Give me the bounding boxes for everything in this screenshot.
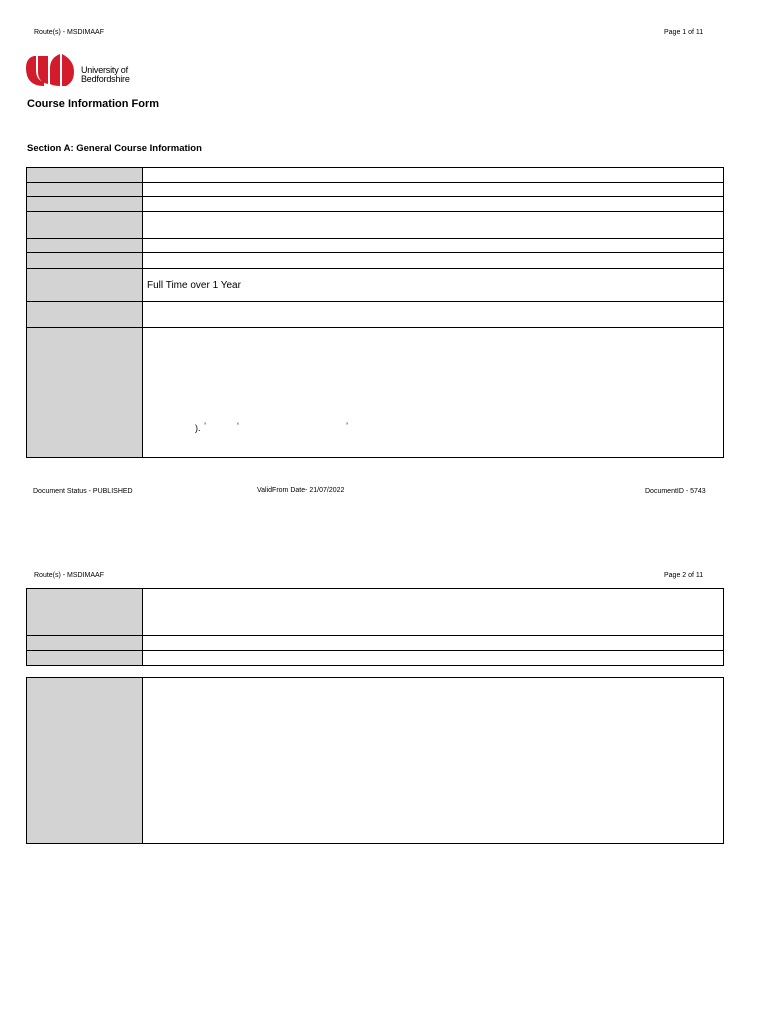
- logo-text-line1: University of: [81, 65, 128, 75]
- table-row: [27, 239, 724, 253]
- row-value: [143, 328, 724, 458]
- row-value: [143, 589, 724, 636]
- row-value: [143, 239, 724, 253]
- logo-text: [81, 66, 130, 84]
- table-row: [27, 183, 724, 197]
- table-row: [27, 636, 724, 651]
- row-value: [143, 253, 724, 269]
- row-value: [143, 636, 724, 651]
- row-value: [143, 678, 724, 844]
- text-fragment: ’: [204, 421, 206, 431]
- table-row: [27, 651, 724, 666]
- row-value: [143, 651, 724, 666]
- logo-text-line2: Bedfordshire: [81, 74, 130, 84]
- row-label: [27, 183, 143, 197]
- row-label: [27, 328, 143, 458]
- row-label: [27, 269, 143, 302]
- page-number: Page 2 of 11: [664, 572, 704, 579]
- row-label: [27, 239, 143, 253]
- form-title: Course Information Form: [27, 98, 160, 110]
- continuation-table: [26, 588, 724, 666]
- row-label: [27, 253, 143, 269]
- text-fragment: ‘: [237, 421, 239, 431]
- table-row: [27, 678, 724, 844]
- table-row: [27, 328, 724, 458]
- row-value: [143, 197, 724, 212]
- valid-from-date: ValidFrom Date- 21/07/2022: [257, 487, 345, 494]
- row-value: [143, 183, 724, 197]
- row-label: [27, 651, 143, 666]
- course-info-table: [26, 167, 724, 458]
- row-label: [27, 212, 143, 239]
- table-row: [27, 302, 724, 328]
- row-label: [27, 636, 143, 651]
- row-value: [143, 168, 724, 183]
- table-row: [27, 197, 724, 212]
- document-status: Document Status - PUBLISHED: [33, 488, 133, 495]
- row-label: [27, 589, 143, 636]
- route-label: Route(s) - MSDIMAAF: [34, 29, 105, 36]
- page-number: Page 1 of 11: [664, 29, 704, 36]
- table-row: [27, 589, 724, 636]
- section-title: Section A: General Course Information: [27, 143, 202, 154]
- table-row: [27, 168, 724, 183]
- row-value: [143, 302, 724, 328]
- table-row: [27, 212, 724, 239]
- table-row: [27, 253, 724, 269]
- route-label: Route(s) - MSDIMAAF: [34, 572, 105, 579]
- row-label: [27, 678, 143, 844]
- document-id: DocumentID - 5743: [645, 488, 706, 495]
- mode-value: Full Time over 1 Year: [143, 269, 724, 302]
- table-row: [27, 269, 724, 302]
- detail-table: [26, 677, 724, 844]
- text-fragment: ).: [195, 423, 201, 433]
- row-label: [27, 302, 143, 328]
- row-label: [27, 168, 143, 183]
- row-label: [27, 197, 143, 212]
- row-value: [143, 212, 724, 239]
- text-fragment: ’: [346, 421, 348, 431]
- logo-mark-icon: [26, 54, 78, 88]
